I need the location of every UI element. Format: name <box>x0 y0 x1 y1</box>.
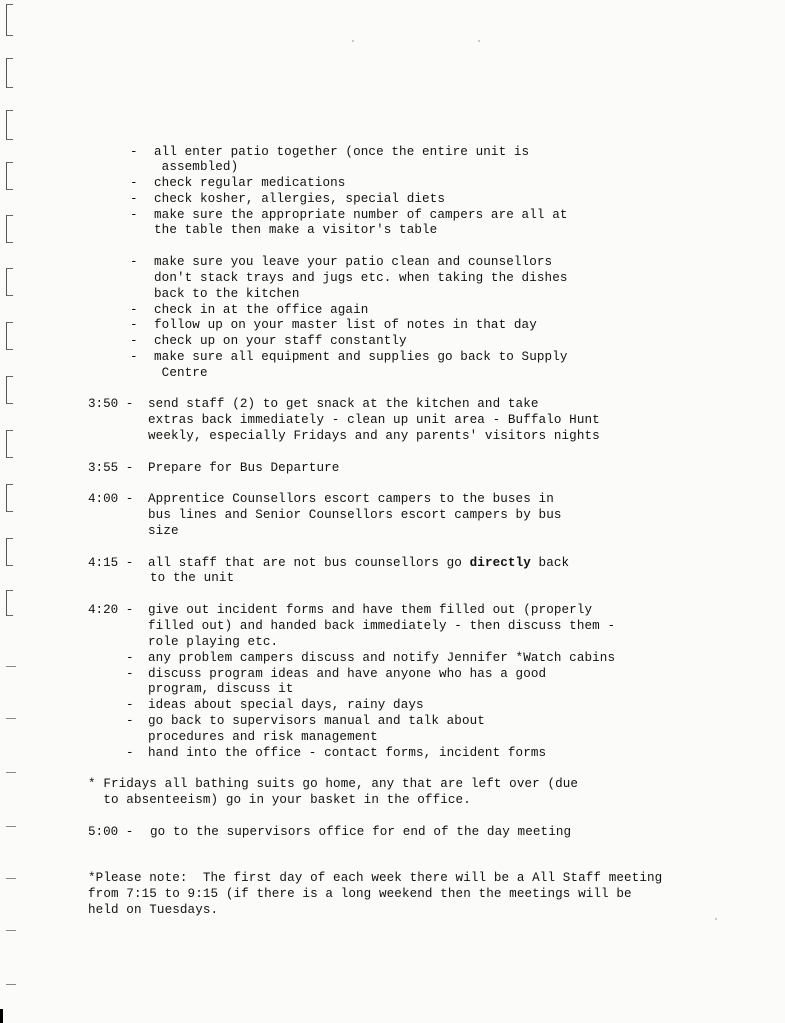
binder-mark <box>6 590 13 616</box>
bullet-dash: - <box>126 746 134 760</box>
time-label: 3:55 - <box>88 461 134 475</box>
binder-mark <box>6 376 13 404</box>
text-line: weekly, especially Fridays and any parents' visitors nights <box>148 429 600 443</box>
text-line: all enter patio together (once the entire unit is <box>154 145 530 159</box>
text-line: send staff (2) to get snack at the kitchen and take <box>148 397 539 411</box>
text-run: back <box>530 556 570 570</box>
text-line <box>148 556 569 572</box>
text-line: ideas about special days, rainy days <box>148 698 424 712</box>
text-line: make sure you leave your patio clean and counsellors <box>154 255 553 269</box>
text-line: don't stack trays and jugs etc. when taking the dishes <box>154 271 568 285</box>
text-run: all staff that are not bus counsellors go <box>148 556 470 570</box>
binder-mark <box>6 322 13 350</box>
scan-tick <box>6 826 16 827</box>
scan-tick <box>6 878 16 879</box>
binder-mark <box>6 538 13 566</box>
binder-mark <box>6 58 13 88</box>
text-line: to absenteeism) go in your basket in the office. <box>88 793 471 807</box>
scan-speck <box>715 918 717 920</box>
bullet-dash: - <box>130 192 138 206</box>
scan-speck <box>478 40 480 42</box>
binder-mark <box>6 484 13 512</box>
text-line: check in at the office again <box>154 303 369 317</box>
bullet-dash: - <box>130 334 138 348</box>
bullet-dash: - <box>126 698 134 712</box>
text-line: discuss program ideas and have anyone who has a good <box>148 667 547 681</box>
text-line: check up on your staff constantly <box>154 334 407 348</box>
bullet-dash: - <box>126 714 134 728</box>
text-line: any problem campers discuss and notify Jennifer *Watch cabins <box>148 651 616 665</box>
text-line: held on Tuesdays. <box>88 903 219 917</box>
text-line: program, discuss it <box>148 682 294 696</box>
text-line: follow up on your master list of notes in that day <box>154 318 537 332</box>
bullet-dash: - <box>130 145 138 159</box>
binder-mark <box>6 268 13 296</box>
text-line: back to the kitchen <box>154 287 300 301</box>
bullet-dash: - <box>130 208 138 222</box>
scan-tick <box>6 666 16 667</box>
text-line: *Please note: The first day of each week there will be a All Staff meeting <box>88 871 663 885</box>
bullet-dash: - <box>126 667 134 681</box>
text-line: go back to supervisors manual and talk about <box>148 714 485 728</box>
bullet-dash: - <box>130 303 138 317</box>
text-line: role playing etc. <box>148 635 279 649</box>
text-line: filled out) and handed back immediately - then discuss them - <box>148 619 616 633</box>
text-line: hand into the office - contact forms, incident forms <box>148 746 547 760</box>
bullet-dash: - <box>130 350 138 364</box>
text-line: check kosher, allergies, special diets <box>154 192 445 206</box>
text-line: Centre <box>154 366 208 380</box>
bullet-dash: - <box>130 318 138 332</box>
text-line: the table then make a visitor's table <box>154 223 438 237</box>
time-label: 4:15 - <box>88 556 134 570</box>
emphasis-text: directly <box>469 556 531 570</box>
time-label: 3:50 - <box>88 397 134 411</box>
time-label: 4:20 - <box>88 603 134 617</box>
text-line: Apprentice Counsellors escort campers to the buses in <box>148 492 554 506</box>
bullet-dash: - <box>130 255 138 269</box>
time-label: 4:00 - <box>88 492 134 506</box>
scan-tick <box>6 772 16 773</box>
text-line: * Fridays all bathing suits go home, any that are left over (due <box>88 777 579 791</box>
binder-mark <box>6 4 13 36</box>
text-line: Prepare for Bus Departure <box>148 461 340 475</box>
text-line: make sure the appropriate number of campers are all at <box>154 208 568 222</box>
bullet-dash: - <box>126 651 134 665</box>
binder-mark <box>6 430 13 458</box>
text-line: assembled) <box>154 160 239 174</box>
scan-tick <box>6 718 16 719</box>
text-line: procedures and risk management <box>148 730 378 744</box>
binder-mark <box>6 110 13 140</box>
text-line: make sure all equipment and supplies go back to Supply <box>154 350 568 364</box>
text-line: check regular medications <box>154 176 346 190</box>
binder-mark <box>6 215 13 243</box>
binder-mark <box>6 162 13 190</box>
scan-edge <box>0 1009 3 1023</box>
time-label: 5:00 - <box>88 825 134 839</box>
text-line: to the unit <box>150 571 235 585</box>
scan-speck <box>352 40 354 42</box>
scan-tick <box>6 930 16 931</box>
text-line: from 7:15 to 9:15 (if there is a long weekend then the meetings will be <box>88 887 632 901</box>
bullet-dash: - <box>130 176 138 190</box>
scan-tick <box>6 984 16 985</box>
text-line: size <box>148 524 179 538</box>
text-line: extras back immediately - clean up unit area - Buffalo Hunt <box>148 413 600 427</box>
text-line: bus lines and Senior Counsellors escort campers by bus <box>148 508 562 522</box>
text-line: give out incident forms and have them filled out (properly <box>148 603 593 617</box>
text-line: go to the supervisors office for end of the day meeting <box>150 825 572 839</box>
